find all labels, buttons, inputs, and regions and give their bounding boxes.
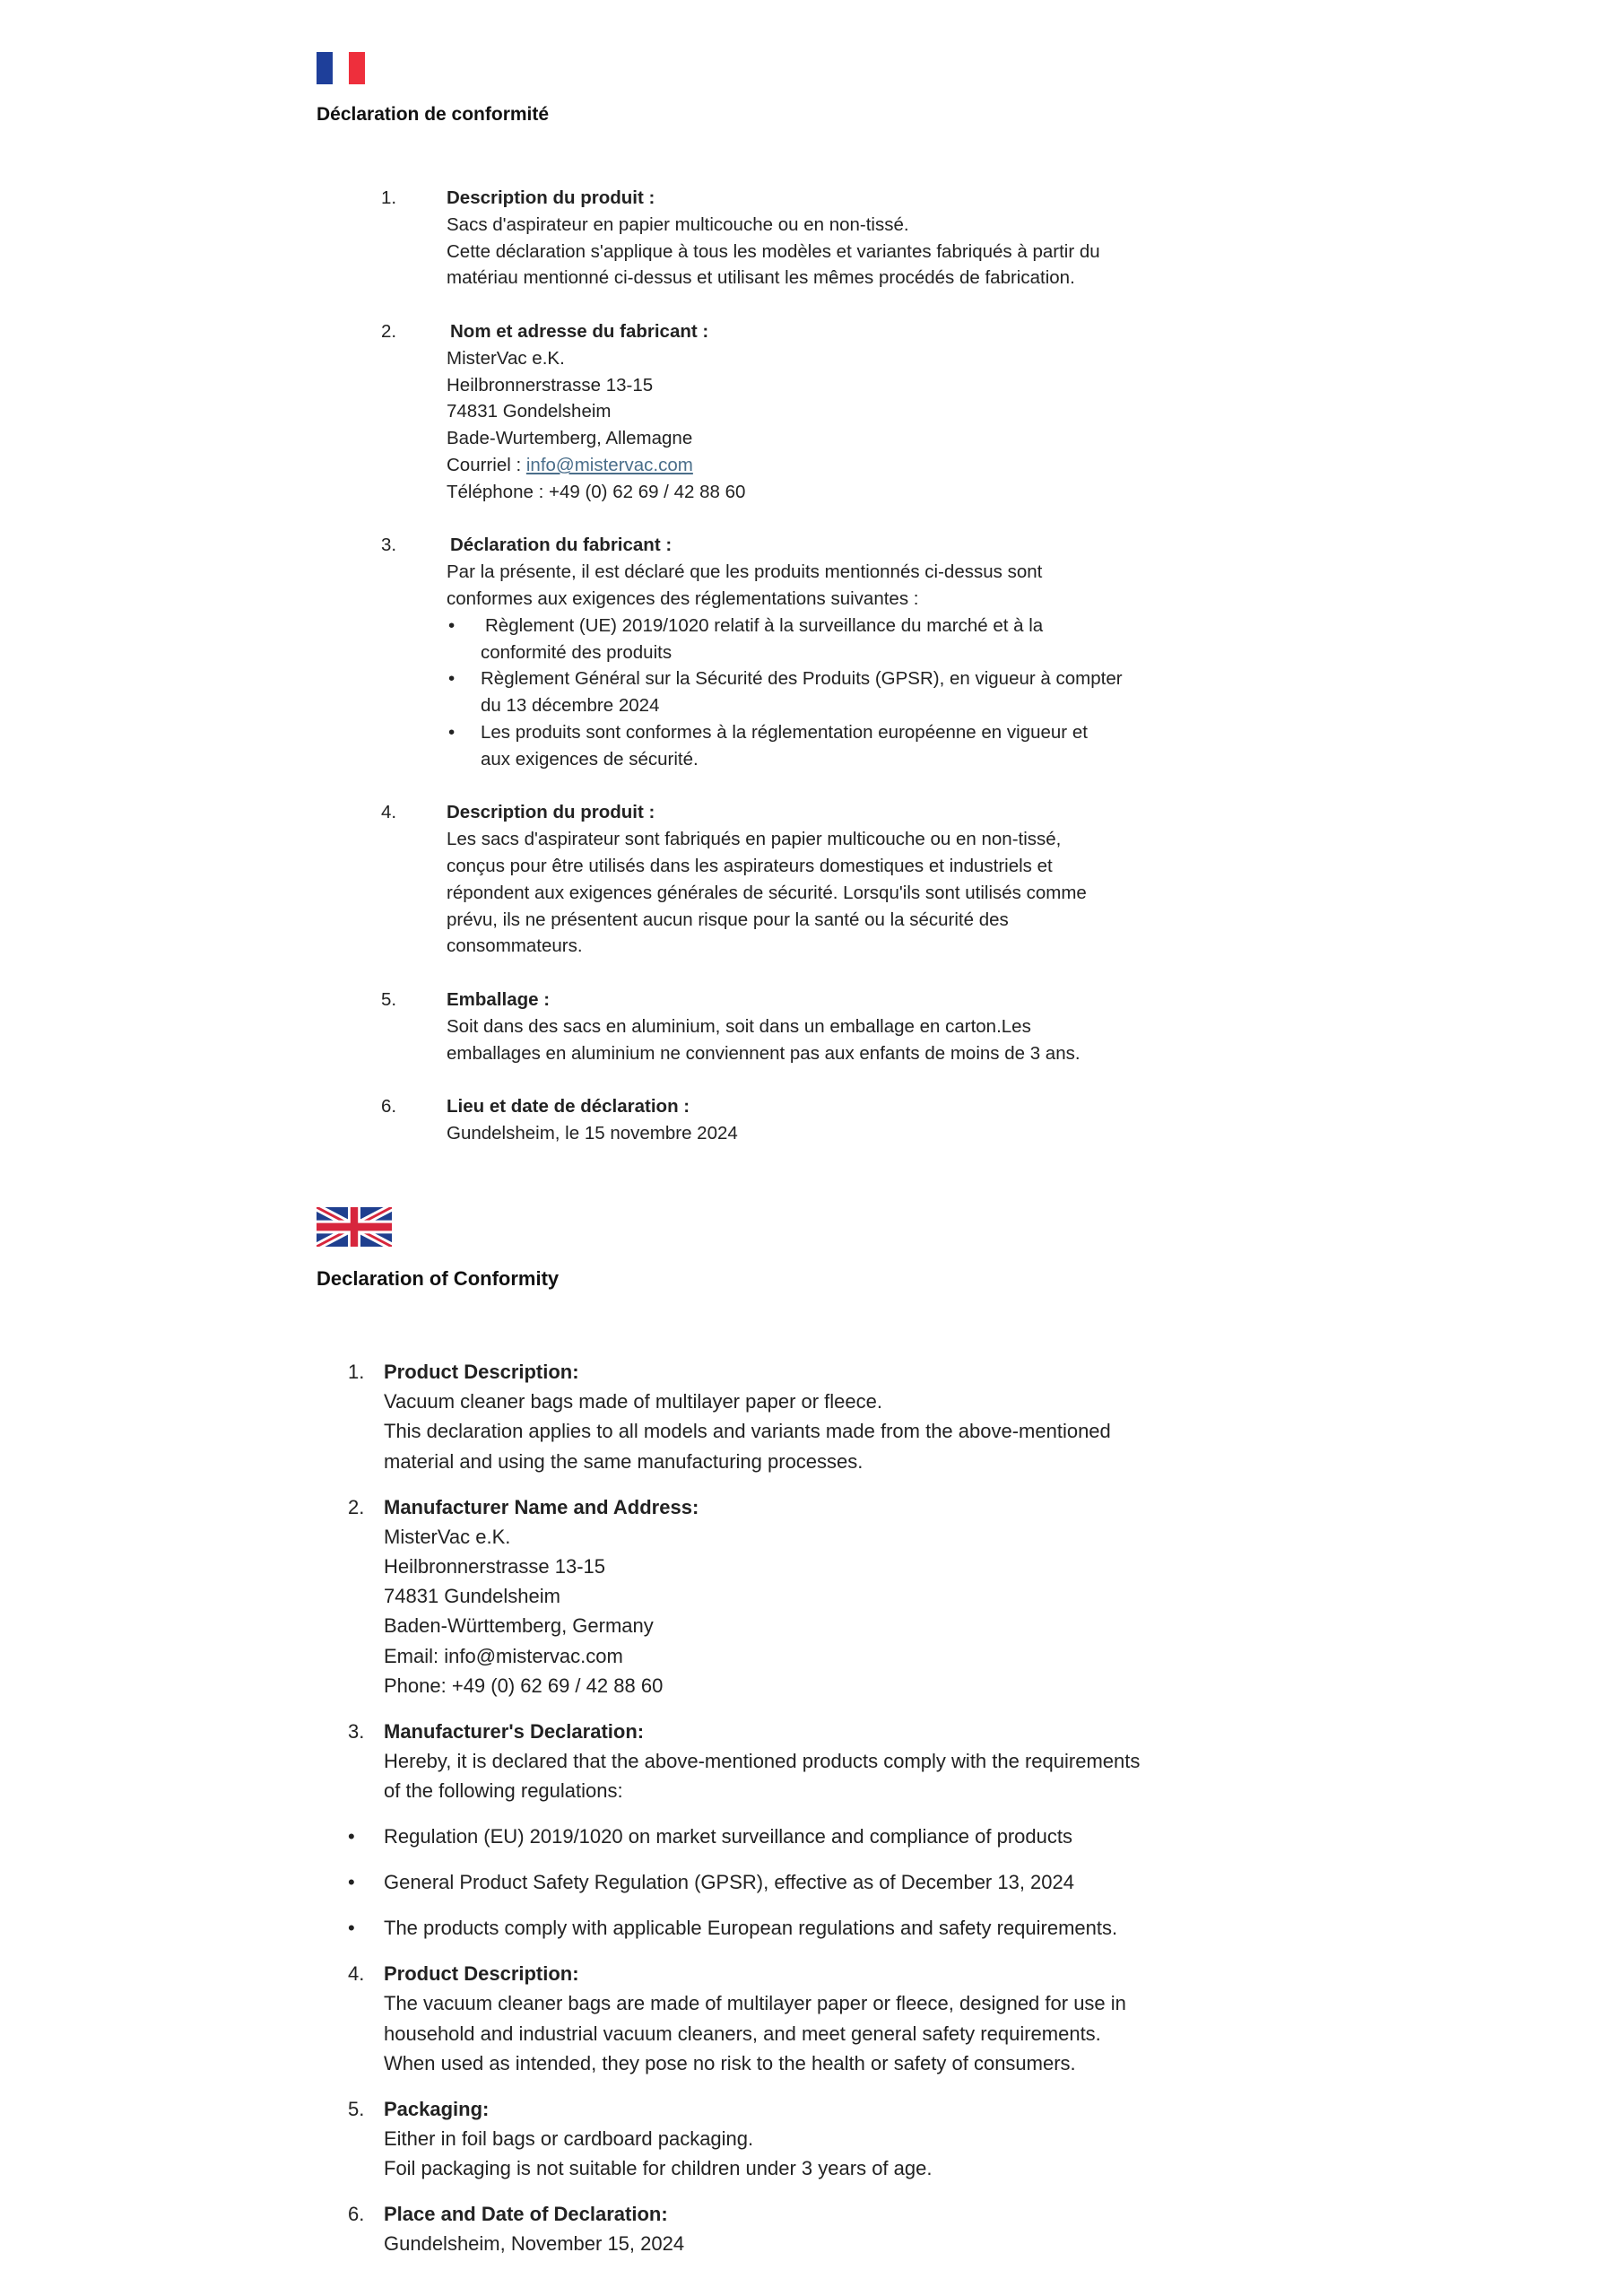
- en-text-line: Either in foil bags or cardboard packaging.: [384, 2127, 754, 2151]
- fr-text-line: Soit dans des sacs en aluminium, soit dans un emballage en carton.Les: [447, 1015, 1031, 1037]
- en-text-line: The vacuum cleaner bags are made of multilayer paper or fleece, designed for use in: [384, 1992, 1126, 2015]
- fr-text-line: MisterVac e.K.: [447, 347, 565, 369]
- fr-text-line: Sacs d'aspirateur en papier multicouche ou en non-tissé.: [447, 213, 909, 235]
- en-section-heading: Product Description:: [384, 1962, 579, 1986]
- fr-section-number: 6.: [381, 1096, 397, 1118]
- en-section-1: [348, 1357, 1245, 1476]
- en-phone-line: Phone: +49 (0) 62 69 / 42 88 60: [384, 1674, 664, 1697]
- fr-text-line: répondent aux exigences générales de sécurité. Lorsqu'ils sont utilisés comme: [447, 882, 1087, 903]
- fr-bullet-item: [447, 719, 1213, 773]
- en-text-line: Gundelsheim, November 15, 2024: [384, 2232, 685, 2256]
- fr-email-label: Courriel :: [447, 454, 526, 475]
- fr-text-line: Heilbronnerstrasse 13-15: [447, 374, 654, 396]
- fr-section-heading: Description du produit :: [447, 802, 655, 823]
- fr-text-line: Les sacs d'aspirateur sont fabriqués en papier multicouche ou en non-tissé,: [447, 829, 1062, 850]
- fr-section-3: [317, 532, 1213, 772]
- fr-section-list: [317, 185, 1213, 1173]
- en-text-line: Baden-Württemberg, Germany: [384, 1614, 654, 1638]
- en-section-list: [348, 1357, 1245, 2274]
- en-section-number: 1.: [348, 1361, 365, 1383]
- en-text-line: When used as intended, they pose no risk to the health or safety of consumers.: [384, 2051, 1076, 2074]
- fr-section-number: 3.: [381, 535, 397, 556]
- fr-phone-line: Téléphone : +49 (0) 62 69 / 42 88 60: [447, 481, 746, 502]
- en-section-3: [348, 1717, 1245, 1806]
- fr-section-number: 2.: [381, 320, 397, 342]
- fr-bullet-line: • Les produits sont conformes à la réglementation européenne en vigueur et: [481, 721, 1088, 743]
- en-bullet-item: • The products comply with applicable European regulations and safety requirements.: [348, 1913, 1245, 1943]
- en-text-line: Vacuum cleaner bags made of multilayer paper or fleece.: [384, 1390, 882, 1413]
- fr-title: Déclaration de conformité: [317, 104, 550, 125]
- fr-section-6: [317, 1093, 1213, 1147]
- en-section-heading: Product Description:: [384, 1361, 579, 1383]
- fr-bullet-item: [447, 665, 1213, 719]
- en-section-6: [348, 2199, 1245, 2258]
- en-section-heading: Manufacturer's Declaration:: [384, 1719, 645, 1743]
- en-text-line: Foil packaging is not suitable for children under 3 years of age.: [384, 2157, 933, 2180]
- fr-section-heading: Lieu et date de déclaration :: [447, 1096, 690, 1118]
- fr-text-line: conformes aux exigences des réglementations suivantes :: [447, 587, 919, 609]
- en-section-number: 2.: [348, 1495, 365, 1518]
- fr-section-4: [317, 799, 1213, 960]
- en-email-line: Email: info@mistervac.com: [384, 1644, 623, 1667]
- en-bullet-item: • Regulation (EU) 2019/1020 on market surveillance and compliance of products: [348, 1822, 1245, 1851]
- en-text-line: of the following regulations:: [384, 1779, 623, 1803]
- fr-email-line: [447, 452, 1213, 479]
- fr-section-heading: Déclaration du fabricant :: [450, 535, 673, 556]
- uk-flag-icon: [317, 1207, 392, 1247]
- en-text-line: household and industrial vacuum cleaners, and meet general safety requirements.: [384, 2022, 1101, 2045]
- fr-email-link[interactable]: info@mistervac.com: [525, 454, 693, 475]
- fr-text-line: prévu, ils ne présentent aucun risque pour la santé ou la sécurité des: [447, 909, 1009, 930]
- fr-section-2: [317, 318, 1213, 506]
- fr-text-line: consommateurs.: [447, 935, 583, 957]
- en-text-line: 74831 Gundelsheim: [384, 1585, 560, 1608]
- en-text-line: Heilbronnerstrasse 13-15: [384, 1555, 606, 1578]
- en-title: Declaration of Conformity: [317, 1267, 560, 1290]
- en-section-heading: Packaging:: [384, 2097, 490, 2120]
- fr-section-5: [317, 987, 1213, 1066]
- en-section-4: [348, 1959, 1245, 2078]
- fr-text-line: emballages en aluminium ne conviennent pas aux enfants de moins de 3 ans.: [447, 1042, 1081, 1064]
- france-flag-icon: [317, 52, 365, 84]
- en-section-number: 5.: [348, 2097, 365, 2120]
- en-section-heading: Place and Date of Declaration:: [384, 2203, 668, 2226]
- en-text-line: Hereby, it is declared that the above-mentioned products comply with the requirements: [384, 1750, 1141, 1773]
- en-section-5: [348, 2094, 1245, 2184]
- fr-section-heading: Description du produit :: [447, 187, 655, 208]
- fr-text-line: 74831 Gondelsheim: [447, 401, 612, 422]
- fr-bullet-line: • Règlement Général sur la Sécurité des Produits (GPSR), en vigueur à compter: [481, 668, 1123, 690]
- fr-text-line: Par la présente, il est déclaré que les produits mentionnés ci-dessus sont: [447, 561, 1043, 583]
- fr-text-line: Bade-Wurtemberg, Allemagne: [447, 428, 693, 449]
- en-section-number: 6.: [348, 2203, 365, 2226]
- fr-section-heading: Emballage :: [447, 988, 551, 1010]
- fr-bullet-item: [447, 613, 1213, 666]
- fr-bullet-line: du 13 décembre 2024: [481, 695, 660, 717]
- en-section-2: [348, 1492, 1245, 1700]
- fr-text-line: Gundelsheim, le 15 novembre 2024: [447, 1122, 738, 1144]
- fr-text-line: Cette déclaration s'applique à tous les modèles et variantes fabriqués à partir du: [447, 240, 1100, 262]
- en-section-number: 3.: [348, 1719, 365, 1743]
- fr-text-line: conçus pour être utilisés dans les aspirateurs domestiques et industriels et: [447, 855, 1053, 876]
- fr-section-number: 1.: [381, 187, 397, 208]
- en-text-line: material and using the same manufacturing processes.: [384, 1449, 864, 1473]
- en-section-number: 4.: [348, 1962, 365, 1986]
- fr-section-number: 4.: [381, 802, 397, 823]
- fr-bullet-line: aux exigences de sécurité.: [481, 748, 699, 770]
- fr-text-line: matériau mentionné ci-dessus et utilisant les mêmes procédés de fabrication.: [447, 267, 1075, 289]
- fr-section-heading: Nom et adresse du fabricant :: [450, 320, 709, 342]
- en-bullet-item: • General Product Safety Regulation (GPSR), effective as of December 13, 2024: [348, 1867, 1245, 1897]
- fr-section-number: 5.: [381, 988, 397, 1010]
- fr-section-1: [317, 185, 1213, 291]
- en-text-line: This declaration applies to all models and variants made from the above-mentioned: [384, 1420, 1111, 1443]
- fr-bullet-line: • Règlement (UE) 2019/1020 relatif à la surveillance du marché et à la: [485, 614, 1044, 636]
- fr-bullet-line: conformité des produits: [481, 641, 673, 663]
- en-text-line: MisterVac e.K.: [384, 1525, 511, 1548]
- en-section-heading: Manufacturer Name and Address:: [384, 1495, 699, 1518]
